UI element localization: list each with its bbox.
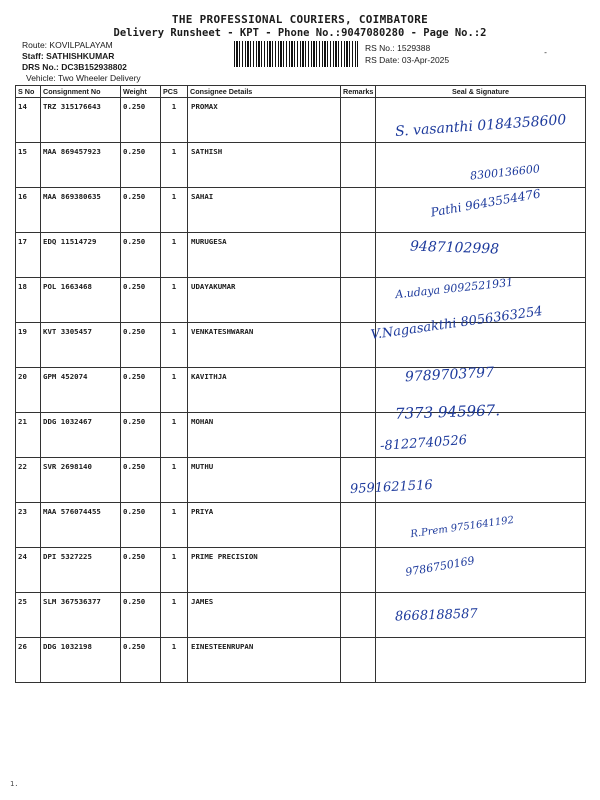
cell-consignee: SATHISH: [188, 143, 341, 188]
vehicle-line: [22, 73, 141, 84]
staff-label: Staff:: [22, 51, 44, 61]
col-header-signature: Seal & Signature: [376, 86, 586, 98]
rs-date-label: RS Date:: [365, 55, 400, 65]
cell-consignment: GPM 452074: [41, 368, 121, 413]
cell-weight: 0.250: [121, 188, 161, 233]
cell-remarks: [341, 503, 376, 548]
cell-remarks: [341, 143, 376, 188]
cell-pcs: 1: [161, 413, 188, 458]
rs-no-label: RS No.:: [365, 43, 395, 53]
cell-consignment: MAA 576074455: [41, 503, 121, 548]
cell-consignee: SAHAI: [188, 188, 341, 233]
barcode: [234, 41, 358, 67]
cell-consignment: TRZ 315176643: [41, 98, 121, 143]
rs-no-line: [365, 42, 449, 54]
handwritten-signature: 9487102998: [409, 238, 500, 258]
corner-mark: -: [543, 48, 548, 57]
table-row: [16, 368, 586, 413]
cell-sno: 24: [16, 548, 41, 593]
col-header-consignment: Consignment No: [41, 86, 121, 98]
col-header-weight: Weight: [121, 86, 161, 98]
cell-pcs: 1: [161, 548, 188, 593]
table-row: [16, 413, 586, 458]
cell-weight: 0.250: [121, 548, 161, 593]
cell-sno: 22: [16, 458, 41, 503]
cell-sno: 25: [16, 593, 41, 638]
cell-remarks: [341, 98, 376, 143]
cell-pcs: 1: [161, 503, 188, 548]
handwritten-signature: R.Prem 9751641192: [409, 514, 515, 541]
cell-sno: 21: [16, 413, 41, 458]
cell-pcs: 1: [161, 188, 188, 233]
company-title: THE PROFESSIONAL COURIERS, COIMBATORE: [171, 13, 429, 26]
cell-pcs: 1: [161, 233, 188, 278]
runsheet-subtitle: Delivery Runsheet - KPT - Phone No.:9047080280 - Page No.:2: [113, 27, 487, 39]
cell-signature: [376, 638, 586, 683]
table-row: [16, 458, 586, 503]
route-line: [22, 40, 141, 51]
drs-label: DRS No.:: [22, 62, 59, 72]
cell-remarks: [341, 593, 376, 638]
drs-line: [22, 62, 141, 73]
cell-sno: 17: [16, 233, 41, 278]
cell-remarks: [341, 413, 376, 458]
cell-consignee: PRIYA: [188, 503, 341, 548]
cell-consignee: JAMES: [188, 593, 341, 638]
cell-consignment: MAA 869457923: [41, 143, 121, 188]
cell-weight: 0.250: [121, 413, 161, 458]
table-row: [16, 143, 586, 188]
cell-consignee: VENKATESHWARAN: [188, 323, 341, 368]
cell-sno: 23: [16, 503, 41, 548]
cell-remarks: [341, 188, 376, 233]
cell-pcs: 1: [161, 278, 188, 323]
table-row: [16, 233, 586, 278]
meta-block: [22, 40, 141, 84]
cell-weight: 0.250: [121, 458, 161, 503]
cell-remarks: [341, 638, 376, 683]
table-row: [16, 593, 586, 638]
cell-sno: 18: [16, 278, 41, 323]
col-header-sno: S No: [16, 86, 41, 98]
col-header-consignee: Consignee Details: [188, 86, 341, 98]
cell-pcs: 1: [161, 323, 188, 368]
handwritten-signature: 9789703797: [404, 364, 495, 386]
staff-value: SATHISHKUMAR: [46, 51, 115, 61]
drs-value: DC3B152938802: [61, 62, 127, 72]
footer-mark: 1.: [10, 780, 19, 788]
col-header-pcs: PCS: [161, 86, 188, 98]
cell-consignment: KVT 3305457: [41, 323, 121, 368]
cell-sno: 15: [16, 143, 41, 188]
rs-date-line: [365, 54, 449, 66]
col-header-remarks: Remarks: [341, 86, 376, 98]
cell-consignee: PROMAX: [188, 98, 341, 143]
cell-pcs: 1: [161, 368, 188, 413]
vehicle-value: Two Wheeler Delivery: [58, 73, 141, 83]
vehicle-label: Vehicle:: [26, 73, 56, 83]
cell-consignee: MOHAN: [188, 413, 341, 458]
handwritten-signature: Pathi 9643554476: [429, 186, 542, 220]
handwritten-signature: 8668188587: [394, 606, 478, 625]
cell-consignee: UDAYAKUMAR: [188, 278, 341, 323]
cell-sno: 14: [16, 98, 41, 143]
table-row: [16, 638, 586, 683]
cell-pcs: 1: [161, 638, 188, 683]
cell-consignment: SLM 367536377: [41, 593, 121, 638]
staff-line: [22, 51, 141, 62]
table-header-row: [16, 86, 586, 98]
handwritten-signature: 7373 945967.: [394, 401, 501, 423]
cell-pcs: 1: [161, 98, 188, 143]
handwritten-signature: 8300136600: [469, 162, 541, 183]
cell-consignment: SVR 2698140: [41, 458, 121, 503]
cell-consignee: MURUGESA: [188, 233, 341, 278]
cell-weight: 0.250: [121, 278, 161, 323]
cell-weight: 0.250: [121, 638, 161, 683]
handwritten-signature: A.udaya 9092521931: [394, 275, 514, 302]
cell-consignment: POL 1663468: [41, 278, 121, 323]
rs-date-value: 03-Apr-2025: [401, 55, 450, 65]
handwritten-signature: S. vasanthi 0184358600: [394, 112, 567, 140]
cell-weight: 0.250: [121, 323, 161, 368]
cell-consignment: DDG 1032467: [41, 413, 121, 458]
cell-weight: 0.250: [121, 368, 161, 413]
handwritten-signature: -8122740526: [379, 432, 468, 455]
cell-weight: 0.250: [121, 233, 161, 278]
cell-remarks: [341, 368, 376, 413]
cell-remarks: [341, 233, 376, 278]
cell-sno: 26: [16, 638, 41, 683]
cell-weight: 0.250: [121, 98, 161, 143]
cell-sno: 16: [16, 188, 41, 233]
cell-sno: 20: [16, 368, 41, 413]
route-label: Route:: [22, 40, 48, 50]
route-value: KOVILPALAYAM: [49, 40, 113, 50]
table-row: [16, 323, 586, 368]
handwritten-signature: V.Nagasakthi 8056363254: [369, 304, 544, 343]
cell-consignment: EDQ 11514729: [41, 233, 121, 278]
cell-consignee: EINESTEENRUPAN: [188, 638, 341, 683]
cell-weight: 0.250: [121, 503, 161, 548]
cell-sno: 19: [16, 323, 41, 368]
cell-consignee: MUTHU: [188, 458, 341, 503]
handwritten-signature: 9786750169: [404, 554, 476, 579]
cell-consignee: PRIME PRECISION: [188, 548, 341, 593]
cell-consignment: DDG 1032198: [41, 638, 121, 683]
cell-pcs: 1: [161, 458, 188, 503]
cell-consignee: KAVITHJA: [188, 368, 341, 413]
rs-block: [365, 42, 449, 66]
cell-remarks: [341, 548, 376, 593]
cell-remarks: [341, 278, 376, 323]
handwritten-signature: 9591621516: [349, 477, 434, 498]
cell-weight: 0.250: [121, 593, 161, 638]
cell-consignment: MAA 869380635: [41, 188, 121, 233]
cell-pcs: 1: [161, 593, 188, 638]
cell-consignment: DPI 5327225: [41, 548, 121, 593]
cell-pcs: 1: [161, 143, 188, 188]
cell-weight: 0.250: [121, 143, 161, 188]
rs-no-value: 1529388: [397, 43, 431, 53]
table-row: [16, 548, 586, 593]
